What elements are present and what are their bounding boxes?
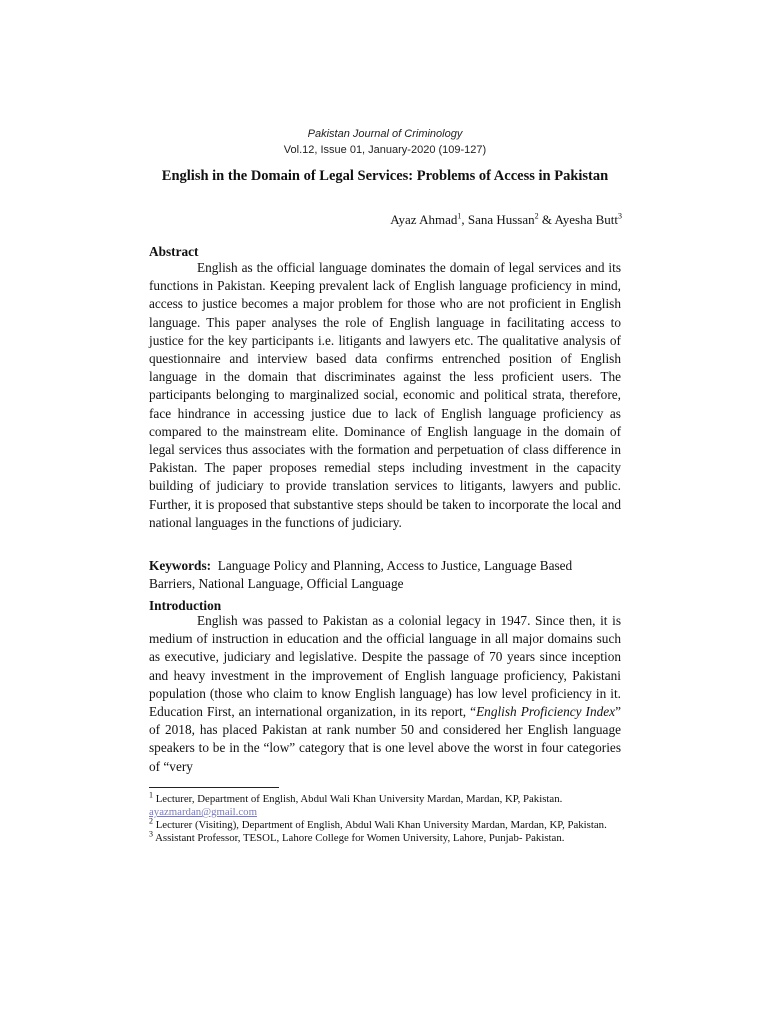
- abstract-paragraph: English as the official language dominates the domain of legal services and its functions in Pakistan. Keeping prevalent lack of English language proficiency in mind, access to justice becomes a major problem for those who are not proficient in English language. This paper analyses the role of English language in facilitating access to justice for the key participants i.e. litigants and lawyers etc. The qualitative analysis of questionnaire and interview based data confirms entrenched position of English language in the domain that discriminates against the less proficient users. The participants belonging to marginalized social, economic and political strata, therefore, face hindrance in accessing justice due to lack of English language proficiency as compared to the mainstream elite. Dominance of English language in the domain of legal services thus associates with the formation and perpetuation of class difference in Pakistan. The paper proposes remedial steps including investment in the capacity building of judiciary to provide translation services to litigants, lawyers and public. Further, it is proposed that substantive steps should be taken to incorporate the local and national languages in the functions of judiciary.: [149, 260, 621, 530]
- footnote-1: [149, 790, 621, 819]
- author-mark: 1: [457, 211, 462, 221]
- footnote-mark: 2: [149, 816, 153, 826]
- footnote-3: [149, 829, 621, 845]
- journal-header: [0, 126, 770, 158]
- keywords-label: Keywords:: [149, 558, 212, 573]
- author-separator: ,: [461, 212, 468, 227]
- introduction-body: [149, 612, 621, 776]
- introduction-heading: Introduction: [149, 598, 222, 613]
- keywords-text: Language Policy and Planning, Access to Justice, Language Based Barriers, National Language, Official Language: [149, 558, 573, 591]
- paper-title: English in the Domain of Legal Services: Problems of Access in Pakistan: [161, 168, 609, 184]
- intro-text-before: English was passed to Pakistan as a colonial legacy in 1947. Since then, it is medium of instruction in education and the official language in all major domains such as executive, judiciary and legislative. Despite the passage of 70 years since inception and heavy investment in the improvement of English language proficiency, Pakistani population (those who claim to know English language) has low level proficiency in it. Education First, an international organization, in its report, “: [149, 613, 621, 720]
- footnote-text: Lecturer (Visiting), Department of English, Abdul Wali Khan University Mardan, Mardan, KP, Pakistan.: [155, 819, 607, 831]
- footnote-divider: [149, 787, 279, 788]
- author-name: Ayesha Butt: [554, 212, 618, 227]
- author-mark: 2: [534, 211, 539, 221]
- journal-name: Pakistan Journal of Criminology: [307, 128, 463, 140]
- footnote-mark: 3: [149, 829, 153, 839]
- footnote-text: Assistant Professor, TESOL, Lahore College for Women University, Lahore, Punjab- Pakistan.: [155, 832, 565, 844]
- author-list: [390, 212, 622, 228]
- author-name: Sana Hussan: [467, 212, 535, 227]
- footnote-2: [149, 816, 621, 832]
- author-email-link[interactable]: ayazmardan@gmail.com: [149, 806, 257, 818]
- abstract-body: [149, 259, 621, 532]
- author-mark: 3: [618, 211, 622, 221]
- footnote-mark: 1: [149, 790, 153, 800]
- author-name: Ayaz Ahmad: [390, 212, 458, 227]
- footnote-text: Lecturer, Department of English, Abdul Wali Khan University Mardan, Mardan, KP, Pakistan.: [155, 793, 563, 805]
- footnotes: [149, 790, 621, 845]
- intro-report-title: English Proficiency Index: [476, 704, 616, 720]
- author-separator: &: [538, 212, 555, 227]
- intro-text-after: ” of 2018, has placed Pakistan at rank number 50 and considered her English language speakers to be in the “low” category that is one level above the worst in four categories of “very: [149, 704, 621, 774]
- keywords-block: [149, 557, 621, 593]
- introduction-paragraph: [149, 612, 621, 776]
- journal-volume: Vol.12, Issue 01, January-2020 (109-127): [283, 144, 487, 156]
- abstract-heading: Abstract: [149, 244, 199, 259]
